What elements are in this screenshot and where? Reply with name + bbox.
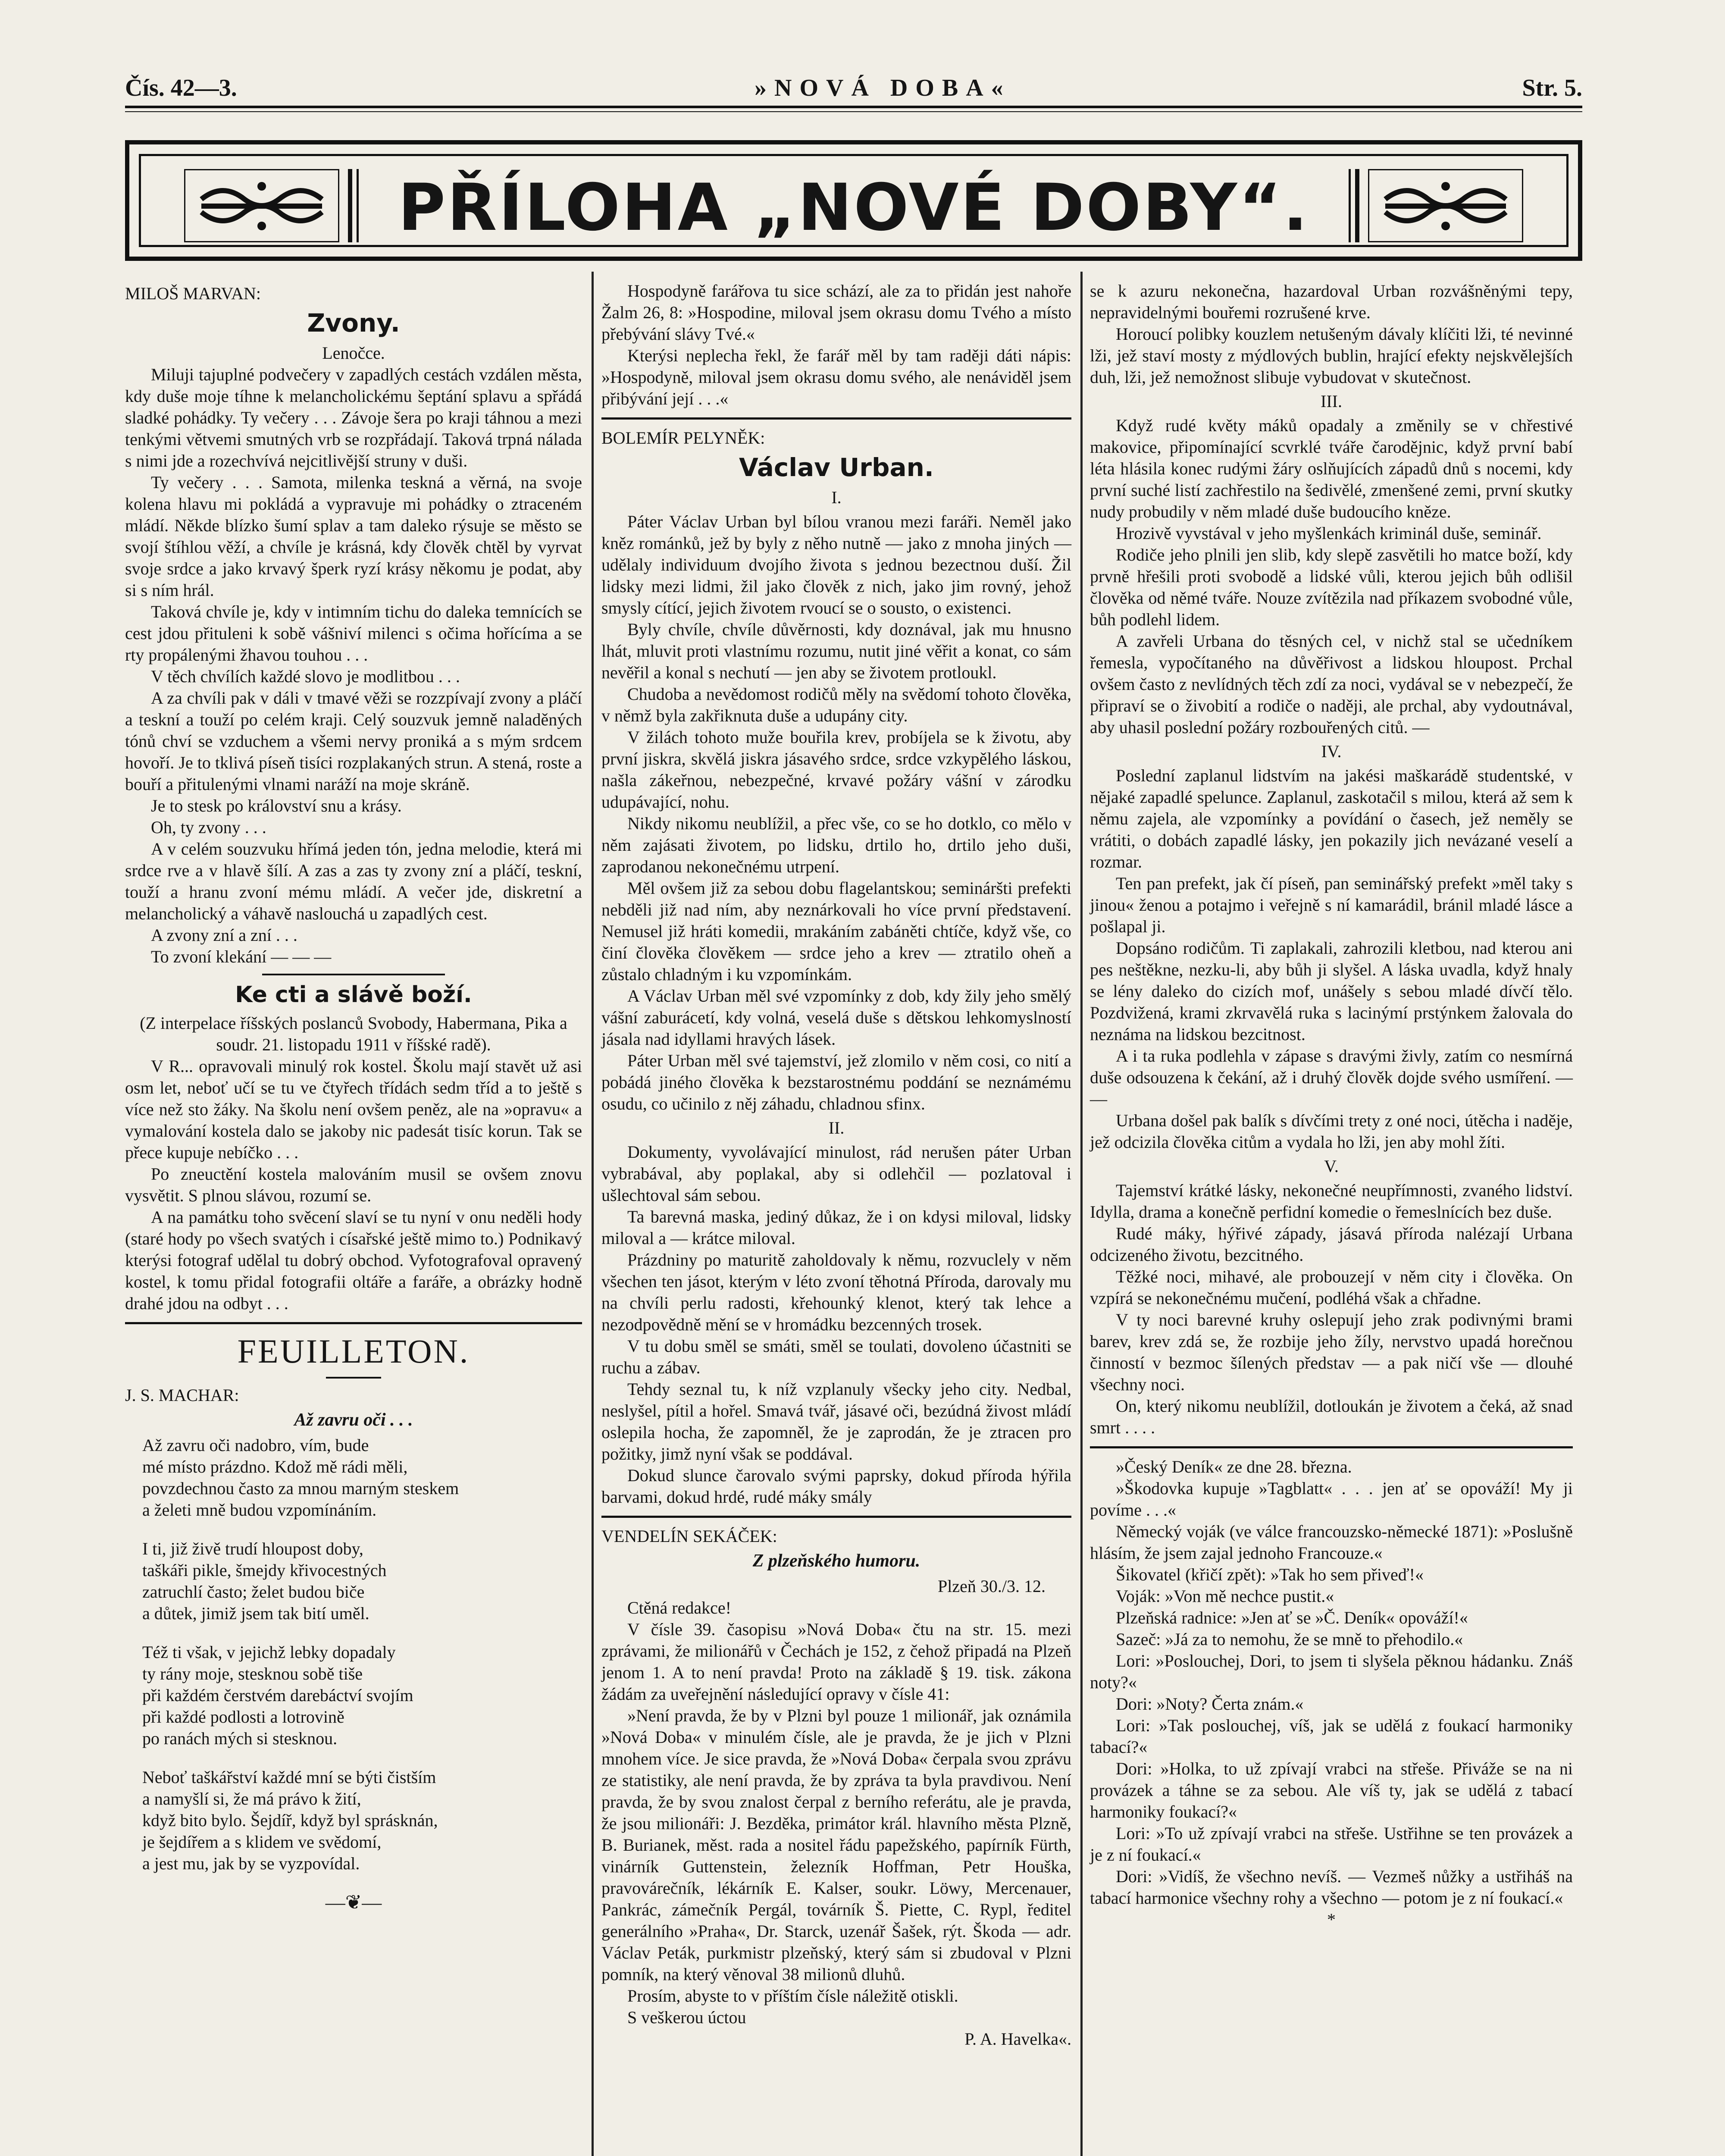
paragraph: V čísle 39. časopisu »Nová Doba« čtu na str. 15. mezi zprávami, že milionářů v Čechách je 152, z čehož připadá na Plzeň jenom 1. A to není pravda! Proto na základě § 19. tisk. zákona žádám za uveřejnění následující opravy v čísle 41: <box>601 1620 1071 1704</box>
paragraph: A i ta ruka podlehla v zápase s dravými živly, zatím co nesmírná duše odsouzena k čekání, až i druhý člověk dojde svého usmíření. — — <box>1090 1046 1573 1109</box>
byline-marvan: MILOŠ MARVAN: <box>125 284 261 303</box>
poem-title: Až zavru oči . . . <box>294 1410 413 1430</box>
header-rule <box>125 106 1582 108</box>
verse: a jest mu, jak by se vyzpovídal. <box>142 1854 360 1873</box>
verse: Též ti však, v jejichž lebky dopadaly <box>142 1642 396 1662</box>
article-title-urban: Václav Urban. <box>739 453 934 482</box>
supplement-banner <box>125 140 1582 261</box>
column-rule-1 <box>592 272 594 2156</box>
paragraph: V žilách tohoto muže bouřila krev, probíjela se k životu, aby první jiskra, skvělá jiskra jásavého srdce, srdce vzkypělého láskou, našla zákeřnou, nebezpečné, krvavé požáry vášní v zárodku udupávající, nohu. <box>601 727 1071 812</box>
verse: taškáři pikle, šmejdy křivocestných <box>142 1561 387 1580</box>
paragraph: Kterýsi neplecha řekl, že farář měl by tam raději dáti nápis: »Hospodyně, miloval jsem okrasu domu svého, ale nenáviděl jsem přibývání její . . .« <box>601 346 1071 408</box>
paragraph: Prosím, abyste to v příštím čísle náležitě otiskli. <box>627 1986 958 2006</box>
supplement-title: PŘÍLOHA „NOVÉ DOBY“. <box>398 170 1309 245</box>
verse: při každém čerstvém darebáctví svojím <box>142 1686 413 1705</box>
paragraph: »Není pravda, že by v Plzni byl pouze 1 milionář, jak oznámila »Nová Doba« v minulém čísle, ale je pravda, že je jich v Plzni mnohem více. Je sice pravda, že »Nová Doba« čerpala svou zprávu ze statistiky, ale není pravda, že by zpráva ta byla pravdivou. Není pravda, že by svou znalost čerpal z berního referátu, ale je pravda, že jsou milionáři: J. Bezděka, primátor král. hlavního města Plzně, B. Burianek, měst. rada a nositel řádu papežského, papírník Fürth, vinárník Guttenstein, železník Hoffman, Petr Houška, pravovárečník, lékárník E. Kalser, soukr. Löwy, Mercenauer, Pankrác, zámečník Pergál, továrník Š. Piette, C. Rypl, ředitel generálního »Praha«, Dr. Starck, uzenář Šašek, rýt. Škoda — adr. Václav Peták, purkmistr plzeňský, který sám si zbudoval v Plzni pomník, na který věnoval 38 milionů dluhů. <box>601 1706 1071 1984</box>
column-1 <box>125 280 582 1913</box>
signature: P. A. Havelka«. <box>964 2029 1071 2049</box>
verse: při každé podlosti a lotrovině <box>142 1707 344 1727</box>
banner-divider-left <box>348 169 352 242</box>
paragraph: Ta barevná maska, jediný důkaz, že i on kdysi miloval, lidsky miloval a — krátce miloval. <box>601 1207 1071 1248</box>
verse: po ranách mých si stesknou. <box>142 1729 338 1748</box>
dialogue-line: Sazeč: »Já za to nemohu, že se mně to přehodilo.« <box>1116 1630 1463 1649</box>
paragraph: Po zneuctění kostela malováním musil se ovšem znovu vysvětit. S plnou slávou, rozumí se. <box>125 1164 582 1205</box>
dialogue-line: Německý voják (ve válce francouzsko-německé 1871): »Poslušně hlásím, že jsem zajal jednoho Francouze.« <box>1090 1522 1573 1563</box>
paragraph: Oh, ty zvony . . . <box>151 818 266 837</box>
verse: I ti, již živě trudí hloupost doby, <box>142 1539 363 1558</box>
paragraph: On, který nikomu neublížil, dotloukán je životem a čeká, až snad smrt . . . . <box>1090 1396 1573 1437</box>
verse: ty rány moje, stesknou sobě tiše <box>142 1664 363 1683</box>
section-number: II. <box>828 1118 845 1138</box>
paragraph: Když rudé květy máků opadaly a změnily se v chřestivé makovice, připomínající scvrklé tváře čarodějnic, když první babí léta hlásila konec rudými žáry oslňujících západů dnů s nocemi, kdy první suché listí zachřestilo na šedivělé, zmenšené zemi, první skutky nudy probudily v něm mladé duše budoucího kněze. <box>1090 416 1573 521</box>
paragraph: Měl ovšem již za sebou dobu flagelantskou; semináršti prefekti nebděli již nad ním, aby neznárkovali ho více první představení. Nemusel již hráti komedii, mrakáním zabáněti chtíče, když vše, co činí člověka člověkem — srdce jeho a krev — ztratilo oheň a zůstalo chladným i ku vzpomínkám. <box>601 878 1071 984</box>
paragraph: Miluji tajuplné podvečery v zapadlých cestách vzdálen města, kdy duše moje tíhne k melancholickému šeptání splavu a spřádá sladké pohádky. Ty večery . . . Závoje šera po kraji táhnou a mezi tenkými větvemi smutných vrb se rozpřádají. Taková trpná nálada s nimi jde a rozechvívá nejcitlivější struny v duši. <box>125 365 582 470</box>
verse: mé místo prázdno. Kdož mě rádi měli, <box>142 1457 408 1476</box>
verse: a důtek, jimiž jsem tak bití uměl. <box>142 1604 369 1623</box>
paragraph: Ten pan prefekt, jak čí píseň, pan seminářský prefekt »měl taky s jinou« ženou a potajmo i veřejně s ní kamarádil, bránil mladé lásce a pošlapal ji. <box>1090 874 1573 936</box>
dialogue-line: »Český Deník« ze dne 28. března. <box>1116 1457 1352 1476</box>
newspaper-name: »NOVÁ DOBA« <box>754 75 1011 101</box>
column-rule-2 <box>1080 272 1083 2156</box>
dialogue-line: Dori: »Holka, to už zpívají vrabci na střeše. Přiváže se na ni provázek a táhne se za sebou. Ale víš ty, jak se udělá z tabací harmoniky foukací?« <box>1090 1759 1573 1821</box>
header-rule-thin <box>125 111 1582 112</box>
place-date: Plzeň 30./3. 12. <box>938 1576 1046 1596</box>
running-header <box>125 74 1582 109</box>
paragraph: Dopsáno rodičům. Ti zaplakali, zahrozili kletbou, nad kterou ani pes neštěkne, nezku-li, aby bůh ji slyšel. A láska uvadla, když hnaly se lény daleko do cizích mof, unášely s sebou mladé dívčí tělo. Pozdvižená, krami zkrvavělá ruka s lacinýmí prstýnkem žalovala do neznáma na lidskou bezcitnost. <box>1090 938 1573 1044</box>
paragraph: A na památku toho svěcení slaví se tu nyní v onu neděli hody (staré hody po všech svatých i císařské ještě mimo to.) Podnikavý kterýsi fotograf udělal tu dobrý obchod. Vyfotografoval opravený kostel, k tomu přidal fotografii oltáře a faráře, a obrázky hodně drahé jdou na odbyt . . . <box>125 1207 582 1313</box>
dialogue-line: »Škodovka kupuje »Tagblatt« . . . jen ať se opováží! My ji povíme . . .« <box>1090 1479 1573 1520</box>
paragraph: Chudoba a nevědomost rodičů měly na svědomí tohoto člověka, v němž byla zakřiknuta duše a udupány city. <box>601 684 1071 725</box>
zvony-body <box>125 364 582 968</box>
right-ornament-icon <box>1368 169 1523 242</box>
paragraph: Dokud slunce čarovalo svými paprsky, dokud příroda hýřila barvami, dokud hrdé, rudé máky smály <box>601 1466 1071 1507</box>
dialogue-line: Plzeňská radnice: »Jen ať se »Č. Deník« opováží!« <box>1116 1608 1468 1627</box>
issue-number: Čís. 42—3. <box>125 75 237 101</box>
paragraph: Páter Václav Urban byl bílou vranou mezi faráři. Neměl jako kněz románků, jež by byly z něho nutně — jako z mnoha jiných — udělaly individuum dvojího života s jednou bezectnou duší. Žil lidsky mezi lidmi, žil jako člověk z nich, jako jim rovný, jehož smysly cítící, jejich životem rvoucí se o sousto, o existenci. <box>601 512 1071 617</box>
paragraph: Dokumenty, vyvolávající minulost, rád nerušen páter Urban vybrabával, aby poplakal, aby si odlehčil — pozlatoval i ušlechtoval sám sebou. <box>601 1142 1071 1205</box>
section-number: IV. <box>1321 742 1342 761</box>
paragraph: se k azuru nekonečna, hazardoval Urban rozvášněnými tepy, nepravidelnými bouřemi rozrušené krve. <box>1090 281 1573 322</box>
paragraph: Rodiče jeho plnili jen slib, kdy slepě zasvětili ho matce boží, kdy prvně hřešili proti svobodě a lidské vůli, kterou jejich bůh odlišil člověka od němé tváře. Nouze zvítězila nad příkazem svobodné vůle, bůh podlehl lidem. <box>1090 545 1573 629</box>
verse: Neboť taškářství každé mní se býti čistším <box>142 1767 436 1787</box>
paragraph: Hrozivě vyvstával v jeho myšlenkách kriminál duše, seminář. <box>1116 523 1542 543</box>
paragraph: A zvony zní a zní . . . <box>151 925 297 945</box>
paragraph: Taková chvíle je, kdy v intimním tichu do daleka temnících se cest jdou přituleni k sobě vášniví milenci s očima hořícíma a se rty propálenými žhavou touhou . . . <box>125 602 582 664</box>
verse: když bito bylo. Šejdíř, když byl sprásknán, <box>142 1811 438 1830</box>
paragraph: Tajemství krátké lásky, nekonečné neupřímnosti, zvaného lidství. Idylla, drama a konečně perfidní komedie o řemeslnících bez duše. <box>1090 1181 1573 1222</box>
paragraph: Urbana došel pak balík s dívčími trety z oné noci, útěcha i naděje, jež odcizila člověka citům a vydala ho lži, jen aby mohl žíti. <box>1090 1111 1573 1152</box>
paragraph: Prázdniny po maturitě zaholdovaly k němu, rozvuclely v něm všechen ten jásot, kterým v léto zvoní těhotná Příroda, darovaly mu na chvíli perlu radosti, křehounký klenot, který tak lehce a nezodpovědně mění se v hromádku bezcenných trosek. <box>601 1250 1071 1334</box>
interpelace-note: (Z interpelace říšských poslanců Svobody, Habermana, Pika a soudr. 21. listopadu 1911 v říšské radě). <box>140 1013 567 1054</box>
divider <box>326 1377 381 1379</box>
article-title-zvony: Zvony. <box>307 308 400 338</box>
paragraph: Poslední zaplanul lidstvím na jakési maškarádě studentské, v nějaké zapadlé spelunce. Zaplanul, zaskotačil s milou, která až sem k němu zajela, ale vzpomínky a povídání o časech, jež neměly se vrátiti, o dobách zapadlé lásky, jen pokazily jich nevázané veselí a rozmar. <box>1090 766 1573 871</box>
dialogue-line: Dori: »Vidíš, že všechno nevíš. — Vezmeš nůžky a ustřiháš na tabací harmonice všechny rohy a všechno — potom je z ní foukací.« <box>1090 1867 1573 1908</box>
dedication: Lenočce. <box>322 343 385 363</box>
paragraph: Nikdy nikomu neublížil, a přec vše, co se ho dotklo, co mělo v něm zajásati životem, po lidsku, drtilo ho, drtilo jeho duši, zaprodanou nekonečnému utrpení. <box>601 814 1071 876</box>
banner-inner-frame <box>139 154 1568 247</box>
section-rule <box>601 417 1071 420</box>
article-title-humor: Z plzeňského humoru. <box>752 1551 920 1571</box>
section-number: I. <box>831 488 842 507</box>
byline-machar: J. S. MACHAR: <box>125 1385 239 1405</box>
dialogue-line: Lori: »Tak poslouchej, víš, jak se udělá z foukací harmoniky tabací?« <box>1090 1716 1573 1757</box>
paragraph: Ty večery . . . Samota, milenka teskná a věrná, na svoje kolena hlavu mi pokládá a vypravuje mi pohádky o ztraceném mládí. Někde blízko šumí splav a tam daleko rýsuje se město se svojí štíhlou věží, a chvíle je krásná, kdy člověk chtěl by vyrvat svoje srdce a jako krvavý šperk ryzí krásy někomu je podat, aby si s ním hrál. <box>125 473 582 600</box>
banner-divider-left-thin <box>357 169 359 242</box>
end-star-icon: * <box>1327 1910 1336 1929</box>
page-number: Str. 5. <box>1522 75 1582 101</box>
paragraph: V tu dobu směl se smáti, směl se toulati, dovoleno účastniti se ruchu a zábav. <box>601 1336 1071 1377</box>
column-3 <box>1090 280 1573 1930</box>
dialogue-line: Voják: »Von mě nechce pustit.« <box>1116 1586 1334 1606</box>
paragraph: A zavřeli Urbana do těsných cel, v nichž stal se učedníkem řemesla, vypočítaného na důvěřivost a lidskou hloupost. Prchal ovšem často z nevlídných těch zdí za noci, vydával se v nebezpečí, že připraví se o živobití a rodiče o naději, ale prchal, aby vydoutnával, aby uhasil poslední požáry rozbouřených citů. — <box>1090 631 1573 737</box>
dialogue-line: Dori: »Noty? Čerta znám.« <box>1116 1694 1304 1714</box>
paragraph: Hospodyně farářova tu sice schází, ale za to přidán jest nahoře Žalm 26, 8: »Hospodine, miloval jsem okrasu domu Tvého a místo přebývání slávy Tvé.« <box>601 281 1071 344</box>
section-number: V. <box>1324 1156 1339 1176</box>
section-rule <box>601 1516 1071 1518</box>
paragraph: V těch chvílích každé slovo je modlitbou . . . <box>151 667 460 686</box>
byline-sekacek: VENDELÍN SEKÁČEK: <box>601 1526 777 1546</box>
verse: Až zavru oči nadobro, vím, bude <box>142 1435 369 1455</box>
end-ornament-icon: —❦— <box>325 1891 382 1913</box>
section-rule <box>1090 1446 1573 1448</box>
article-title-ke-cti: Ke cti a slávě boží. <box>235 982 472 1008</box>
column-2 <box>601 280 1071 2050</box>
paragraph: A Václav Urban měl své vzpomínky z dob, kdy žily jeho smělý vášní zaburácetí, kdy volná, veselá duše s dětskou lehkomyslností jásala nad idyllami hravých lásek. <box>601 986 1071 1049</box>
feuilleton-heading: FEUILLETON. <box>237 1332 470 1370</box>
paragraph: V R... opravovali minulý rok kostel. Školu mají stavět už asi osm let, neboť učí se tu ve čtyřech třídách sedm tříd a to ještě s více než sto žáky. Na školu není ovšem peněz, ale na »opravu« a vymalování kostela dalo se jakoby nic padesát tisíc korun. Tak se přece kupuje nebíčko . . . <box>125 1056 582 1162</box>
paragraph: Horoucí polibky kouzlem netušeným dávaly klíčiti lži, té nevinné lži, jež staví mosty z mýdlových bublin, hrající efekty nejskvělejších duh, lži, jež nemožnost slibuje vybudovat v skutečnost. <box>1090 324 1573 387</box>
dialogue-line: Šikovatel (křičí zpět): »Tak ho sem přiveď!« <box>1116 1565 1424 1584</box>
ke-cti-body <box>125 1056 582 1314</box>
closing: S veškerou úctou <box>627 2008 746 2027</box>
left-ornament-icon <box>184 169 339 242</box>
banner-divider-right <box>1355 169 1359 242</box>
dialogue-line: Lori: »Poslouchej, Dori, to jsem ti slyšela pěknou hádanku. Znáš noty?« <box>1090 1651 1573 1692</box>
poem <box>125 1435 582 1874</box>
paragraph: Rudé máky, hýřivé západy, jásavá příroda nalézají Urbana odcizeného životu, bezcitného. <box>1090 1224 1573 1265</box>
verse: povzdechnou často za mnou marným steskem <box>142 1479 459 1498</box>
paragraph: V ty noci barevné kruhy oslepují jeho zrak podivnými brami barev, krev zdá se, že rozbije jeho žíly, nervstvo upadá horečnou činností v bezmoc šílených představ — a pak ničí vše — dlouhé všechny noci. <box>1090 1310 1573 1394</box>
verse: zatruchlí často; želet budou biče <box>142 1582 365 1601</box>
banner-divider-right-thin <box>1349 169 1351 242</box>
section-rule <box>125 1322 582 1324</box>
paragraph: Těžké noci, mihavé, ale probouzejí v něm city i člověka. On vzpírá se nekonečnému mučení, podléhá však a chřadne. <box>1090 1267 1573 1308</box>
section-number: III. <box>1321 392 1342 411</box>
paragraph: Tehdy seznal tu, k níž vzplanuly všecky jeho city. Nedbal, neslyšel, pítil a hořel. Smavá tvář, jásavé oči, bezúdná živost mládí oslepila hocha, že zapomněl, že je zaprodán, že je ztracen pro požitky, jimž nyní však se poddával. <box>601 1379 1071 1463</box>
paragraph: A v celém souzvuku hřímá jeden tón, jedna melodie, která mi srdce rve a v hlavě šílí. A zas a zas ty zvony zní a pláčí, teskní, touží a hranu zvoní mému mládí. A večer jde, diskretní a melancholický a váhavě naslouchá u zapadlých cest. <box>125 839 582 923</box>
paragraph: A za chvíli pak v dáli v tmavé věži se rozzpívají zvony a pláčí a teskní a touží po celém kraji. Celý souzvuk jemně naladěných tónů chví se vzduchem a všemi nervy proniká a s mým srdcem hovoří. Je to tklivá píseň tisíci rozplakaných strun. A stená, roste a bouří a přitulenými vlnami naráží na moje skráně. <box>125 688 582 794</box>
divider <box>262 974 445 975</box>
dialogue-line: Lori: »To už zpívají vrabci na střeše. Ustřihne se ten provázek a je z ní foukací.« <box>1090 1824 1573 1865</box>
paragraph: Byly chvíle, chvíle důvěrnosti, kdy doznával, jak mu hnusno lhát, mluvit proti vlastnímu rozumu, nutit jiné věřit a konat, co sám nevěřil a konal s nechutí — jen aby se životem protloukl. <box>601 620 1071 682</box>
verse: a želeti mně budou vzpomínáním. <box>142 1500 377 1520</box>
paragraph: Je to stesk po království snu a krásy. <box>151 796 402 815</box>
salutation: Ctěná redakce! <box>627 1598 731 1617</box>
verse: je šejdířem a s klidem ve svědomí, <box>142 1832 382 1852</box>
byline-pelynek: BOLEMÍR PELYNĚK: <box>601 428 765 448</box>
verse: a namyšlí si, že má právo k žití, <box>142 1789 361 1808</box>
paragraph: Páter Urban měl své tajemství, jež zlomilo v něm cosi, co nití a pobádá jiného člověka k bezstarostnému poddání se neznámému osudu, co učinilo z něj záhadu, chladnou sfinx. <box>601 1051 1071 1113</box>
paragraph: To zvoní klekání — — — <box>151 947 332 966</box>
